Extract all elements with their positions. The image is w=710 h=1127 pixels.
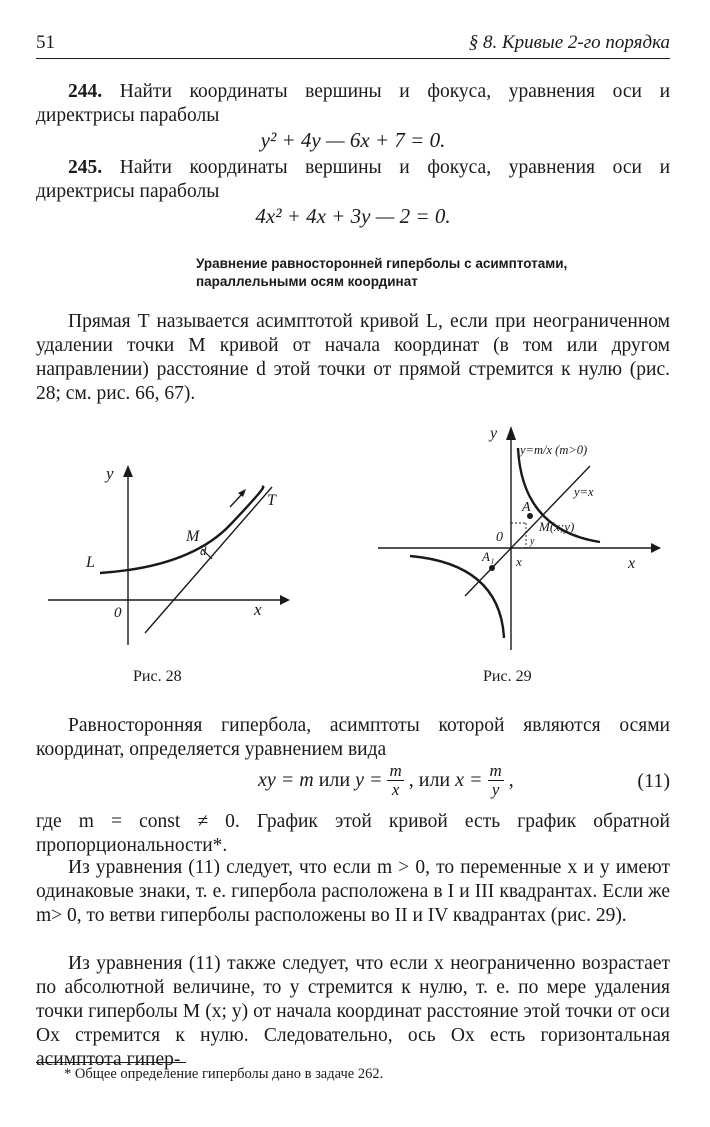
y-axis-arrow-icon <box>123 465 133 477</box>
figure-28-caption: Рис. 28 <box>133 668 182 685</box>
footnote: * Общее определение гиперболы дано в задаче 262. <box>64 1066 384 1082</box>
eq-or: или <box>318 769 351 791</box>
numerator: m <box>389 761 402 780</box>
definition-continuation: где m = const ≠ 0. График этой кривой есть график обратной пропорциональности*. <box>36 811 670 856</box>
axis-label-x: x <box>254 600 262 619</box>
eq-y: y = <box>355 769 383 791</box>
distance-label: d <box>200 543 207 558</box>
problem-number: 244. <box>68 81 103 102</box>
equation-number: (11) <box>637 770 670 792</box>
quadrants-paragraph: Из уравнения (11) следует, что если m > 0, то переменные x и y имеют одинаковые знаки, т. е. гипербола расположена в I и III квадрантах. Если же m> 0, то ветви гиперболы расположены во II и IV квадрантах (рис. 29). <box>36 857 670 926</box>
point-A1-marker <box>489 565 495 571</box>
x-coordinate-mark: x <box>516 554 522 569</box>
asymptote-definition: Прямая T называется асимптотой кривой L, если при неограниченном удалении точки M кривой от начала координат (в том или другом направлении) расстояние d этой точки от прямой стремится к нулю (рис. 28; см. рис. 66, 67). <box>36 311 670 404</box>
line-T <box>145 487 272 633</box>
origin-label: 0 <box>496 530 503 545</box>
curve-label: L <box>86 554 95 571</box>
hyperbola-intro: Равносторонняя гипербола, асимптоты которой являются осями координат, определяется уравнением вида <box>36 715 670 760</box>
fraction-m-over-y <box>488 762 504 799</box>
equation-11-body <box>258 762 514 799</box>
section-heading-line: параллельными осям координат <box>196 274 418 289</box>
problem-text: Найти координаты вершины и фокуса, уравнения оси и директрисы параболы <box>36 157 671 202</box>
footnote-rule <box>36 1062 186 1063</box>
y-coordinate-mark: y <box>530 536 535 547</box>
numerator: m <box>489 761 502 780</box>
eq-left: xy = m <box>258 769 314 791</box>
problem-244 <box>36 80 670 128</box>
equation-245: 4x² + 4x + 3y — 2 = 0. <box>255 204 451 228</box>
page-header <box>36 32 670 58</box>
figure-28 <box>40 455 300 655</box>
denominator: x <box>387 780 403 799</box>
running-title: § 8. Кривые 2-го порядка <box>468 32 670 53</box>
axis-label-y: y <box>106 464 114 483</box>
point-label: M <box>186 528 200 545</box>
curve-L <box>100 487 263 573</box>
header-rule <box>36 58 670 59</box>
equation-244: y² + 4y — 6x + 7 = 0. <box>260 128 446 152</box>
section-heading <box>196 255 670 291</box>
curve-equation-label: y=m/x (m>0) <box>520 443 588 457</box>
origin-label: 0 <box>114 605 122 621</box>
section-heading-line: Уравнение равносторонней гиперболы с асимптотами, <box>196 256 568 271</box>
eq-or: , или <box>408 769 451 791</box>
line-equation-label: y=x <box>574 485 594 499</box>
point-M-label: M(x;y) <box>539 519 575 534</box>
problem-245 <box>36 156 670 204</box>
asymptote-paragraph: Из уравнения (11) также следует, что если x неограниченно возрастает по абсолютной величине, то y стремится к нулю, т. е. по мере удаления точки гиперболы M (x; y) от начала координат расстояние этой точки от оси Ox стремится к нулю. Следовательно, ось Ox есть горизонтальная асимптота гипер- <box>36 953 670 1070</box>
direction-arrow-icon <box>238 489 246 497</box>
equation-11 <box>36 762 670 802</box>
eq-x: x = <box>455 769 483 791</box>
eq-tail: , <box>508 769 514 791</box>
fraction-m-over-x <box>387 762 403 799</box>
point-A-label: A <box>522 500 531 515</box>
line-label: T <box>267 492 276 509</box>
problem-text: Найти координаты вершины и фокуса, уравнения оси и директрисы параболы <box>36 81 671 126</box>
page-number: 51 <box>36 32 55 53</box>
problem-number: 245. <box>68 157 103 178</box>
figure-29 <box>370 418 670 658</box>
axis-label-x: x <box>628 555 636 572</box>
point-A1-label: A₁ <box>482 549 495 564</box>
x-axis-arrow-icon <box>651 543 661 553</box>
axis-label-y: y <box>490 425 498 442</box>
figure-29-caption: Рис. 29 <box>483 668 532 685</box>
y-axis-arrow-icon <box>506 426 516 440</box>
x-axis-arrow-icon <box>280 595 290 605</box>
denominator: y <box>488 780 504 799</box>
